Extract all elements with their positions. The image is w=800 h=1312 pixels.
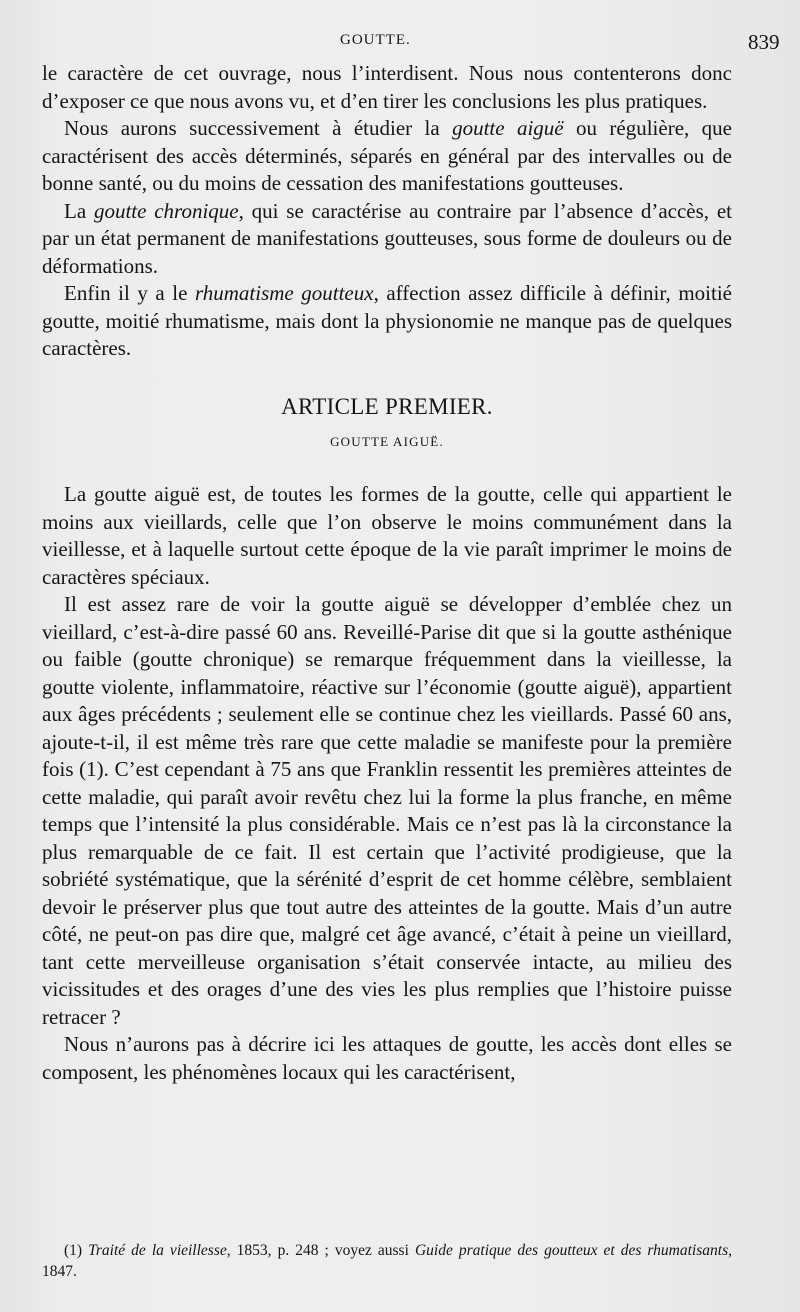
paragraph-text: Enfin il y a le — [64, 281, 195, 305]
italic-term: goutte chronique — [93, 198, 239, 223]
article-paragraph: Il est assez rare de voir la goutte aiguë se développer d’emblée chez un vieillard, c’est-à-dire passé 60 ans. Reveillé-Parise dit que si la goutte asthénique ou faible (goutte chronique) se remarque fréquemment dans la vieillesse, la goutte violente, inflammatoire, réactive sur l’économie (goutte aiguë), appartient aux âges précédents ; seulement elle se continue chez les vieillards. Passé 60 ans, ajoute-t-il, il est même très rare que cette maladie se manifeste pour la première fois (1). C’est cependant à 75 ans que Franklin ressentit les premières atteintes de cette maladie, qui paraît avoir revêtu chez lui la forme la plus franche, en même temps que l’intensité la plus considérable. Mais ce n’est pas là la circonstance la plus remarquable de ce fait. Il est certain que l’activité prodigieuse, que la sobriété systématique, que la sérénité d’esprit de cet homme célèbre, semblaient devoir le préserver plus que tout autre des atteintes de la goutte. Mais d’un autre côté, ne peut-on pas dire que, malgré cet âge avancé, c’était à peine un vieillard, tant cette merveilleuse organisation s’était conservée intacte, au milieu des vicissitudes et des orages d’une des vies les plus remplies que l’histoire puisse retracer ? — [42, 592, 732, 1029]
paragraph-text: , affection assez difficile à définir, moitié goutte, moitié rhumatisme, mais dont la physionomie ne manque pas de quelques caractères. — [42, 281, 732, 360]
italic-term: goutte aiguë — [452, 116, 564, 140]
body-text — [42, 60, 732, 1086]
page-number: 839 — [748, 30, 780, 54]
paragraph-text: Nous aurons successivement à étudier la — [64, 116, 453, 140]
article-heading: ARTICLE PREMIER. — [281, 393, 493, 419]
footnote-title: Traité de la vieillesse — [88, 1242, 227, 1259]
footnote-guide: Guide pratique des goutteux et des rhumatisants — [414, 1242, 729, 1259]
paragraph-continuation: le caractère de cet ouvrage, nous l’interdisent. Nous nous contenterons donc d’exposer ce que nous avons vu, et d’en tirer les conclusions les plus pratiques. — [42, 61, 732, 113]
paragraph-text: ou régulière, que caractérisent des accès déterminés, séparés en général par des intervalles ou de bonne santé, ou du moins de cessation des manifestations goutteuses. — [42, 116, 732, 195]
footnote-end: , 1847. — [42, 1242, 732, 1280]
running-head — [0, 30, 800, 56]
running-title: GOUTTE. — [340, 32, 411, 48]
paragraph-rhumatisme-goutteux — [42, 280, 732, 363]
paragraph-goutte-chronique — [42, 198, 732, 281]
footnote — [42, 1240, 732, 1282]
italic-term: rhumatisme goutteux — [194, 281, 374, 305]
paragraph-goutte-aigue — [42, 115, 732, 198]
article-paragraph: Nous n’aurons pas à décrire ici les attaques de goutte, les accès dont elles se composent, les phénomènes locaux qui les caractérisent, — [42, 1032, 732, 1084]
footnote-marker: (1) — [64, 1242, 89, 1259]
article-paragraph: La goutte aiguë est, de toutes les formes de la goutte, celle qui appartient le moins aux vieillards, celle que l’on observe le moins communément dans la vieillesse, et à laquelle surtout cette époque de la vie paraît imprimer le moins de caractères spéciaux. — [42, 482, 732, 589]
section-heading: GOUTTE AIGUË. — [330, 433, 444, 449]
footnote-middle: , 1853, p. 248 ; voyez aussi — [226, 1242, 415, 1259]
footnote-text — [42, 1240, 732, 1282]
footnote-rule — [42, 1230, 732, 1231]
paragraph-text: , qui se caractérise au contraire par l’absence d’accès, et par un état permanent de manifestations goutteuses, sous forme de douleurs ou de déformations. — [42, 198, 732, 278]
paragraph-text: La — [64, 198, 94, 223]
